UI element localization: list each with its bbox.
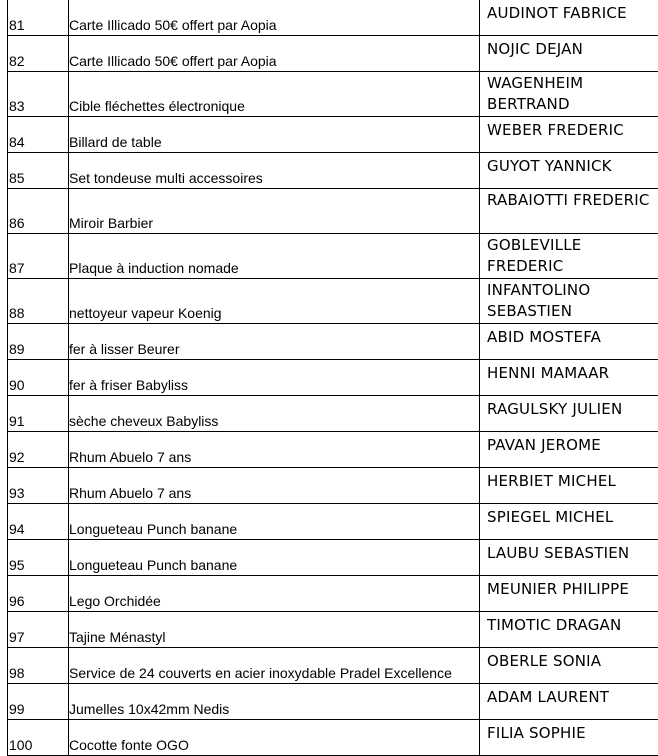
lot-number: 92 <box>8 432 69 468</box>
table-row <box>8 72 658 117</box>
lot-number: 90 <box>8 360 69 396</box>
lot-description: Carte Illicado 50€ offert par Aopia <box>69 0 480 36</box>
table-row <box>8 0 658 36</box>
lot-description: Longueteau Punch banane <box>69 504 480 540</box>
winner-name: HERBIET MICHEL <box>480 468 658 504</box>
lot-number: 97 <box>8 612 69 648</box>
lot-description: Set tondeuse multi accessoires <box>69 153 480 189</box>
winner-name: HENNI MAMAAR <box>480 360 658 396</box>
lot-number: 94 <box>8 504 69 540</box>
table-row <box>8 612 658 648</box>
table-row <box>8 432 658 468</box>
lot-description: Lego Orchidée <box>69 576 480 612</box>
table-row <box>8 117 658 153</box>
lot-number: 95 <box>8 540 69 576</box>
lot-number: 87 <box>8 234 69 279</box>
winner-name: ABID MOSTEFA <box>480 324 658 360</box>
lot-description: Plaque à induction nomade <box>69 234 480 279</box>
lot-number: 83 <box>8 72 69 117</box>
table-row <box>8 396 658 432</box>
lot-description: Rhum Abuelo 7 ans <box>69 432 480 468</box>
winner-name: RABAIOTTI FREDERIC <box>480 189 658 234</box>
winner-name: ADAM LAURENT <box>480 684 658 720</box>
winner-name: GOBLEVILLE FREDERIC <box>480 234 658 279</box>
winner-name: PAVAN JEROME <box>480 432 658 468</box>
lot-number: 99 <box>8 684 69 720</box>
lot-number: 91 <box>8 396 69 432</box>
lot-number: 85 <box>8 153 69 189</box>
table-row <box>8 279 658 324</box>
table-row <box>8 360 658 396</box>
table-row <box>8 648 658 684</box>
lot-number: 93 <box>8 468 69 504</box>
lot-description: Jumelles 10x42mm Nedis <box>69 684 480 720</box>
lot-description: Cible fléchettes électronique <box>69 72 480 117</box>
lot-description: nettoyeur vapeur Koenig <box>69 279 480 324</box>
table-row <box>8 504 658 540</box>
lot-number: 96 <box>8 576 69 612</box>
winner-name: FILIA SOPHIE <box>480 720 658 756</box>
lot-description: Carte Illicado 50€ offert par Aopia <box>69 36 480 72</box>
table-row <box>8 153 658 189</box>
table-row <box>8 36 658 72</box>
prize-results-table <box>7 0 658 756</box>
lot-number: 88 <box>8 279 69 324</box>
table-row <box>8 720 658 756</box>
winner-name: LAUBU SEBASTIEN <box>480 540 658 576</box>
lot-description: Miroir Barbier <box>69 189 480 234</box>
table-row <box>8 540 658 576</box>
winner-name: MEUNIER PHILIPPE <box>480 576 658 612</box>
lot-number: 100 <box>8 720 69 756</box>
winner-name: TIMOTIC DRAGAN <box>480 612 658 648</box>
lot-description: Tajine Ménastyl <box>69 612 480 648</box>
winner-name: OBERLE SONIA <box>480 648 658 684</box>
lot-description: Rhum Abuelo 7 ans <box>69 468 480 504</box>
table-row <box>8 189 658 234</box>
lot-description: Longueteau Punch banane <box>69 540 480 576</box>
winner-name: SPIEGEL MICHEL <box>480 504 658 540</box>
winner-name: WAGENHEIM BERTRAND <box>480 72 658 117</box>
table-row <box>8 234 658 279</box>
lot-number: 86 <box>8 189 69 234</box>
lot-description: Cocotte fonte OGO <box>69 720 480 756</box>
lot-description: Service de 24 couverts en acier inoxydable Pradel Excellence <box>69 648 480 684</box>
lot-number: 89 <box>8 324 69 360</box>
lot-number: 84 <box>8 117 69 153</box>
lot-number: 98 <box>8 648 69 684</box>
table-row <box>8 684 658 720</box>
lot-number: 82 <box>8 36 69 72</box>
lot-description: Billard de table <box>69 117 480 153</box>
lot-description: sèche cheveux Babyliss <box>69 396 480 432</box>
lot-number: 81 <box>8 0 69 36</box>
lot-description: fer à friser Babyliss <box>69 360 480 396</box>
winner-name: GUYOT YANNICK <box>480 153 658 189</box>
winner-name: AUDINOT FABRICE <box>480 0 658 36</box>
winner-name: INFANTOLINO SEBASTIEN <box>480 279 658 324</box>
winner-name: WEBER FREDERIC <box>480 117 658 153</box>
table-row <box>8 468 658 504</box>
table-row <box>8 324 658 360</box>
lot-description: fer à lisser Beurer <box>69 324 480 360</box>
table-row <box>8 576 658 612</box>
winner-name: RAGULSKY JULIEN <box>480 396 658 432</box>
winner-name: NOJIC DEJAN <box>480 36 658 72</box>
